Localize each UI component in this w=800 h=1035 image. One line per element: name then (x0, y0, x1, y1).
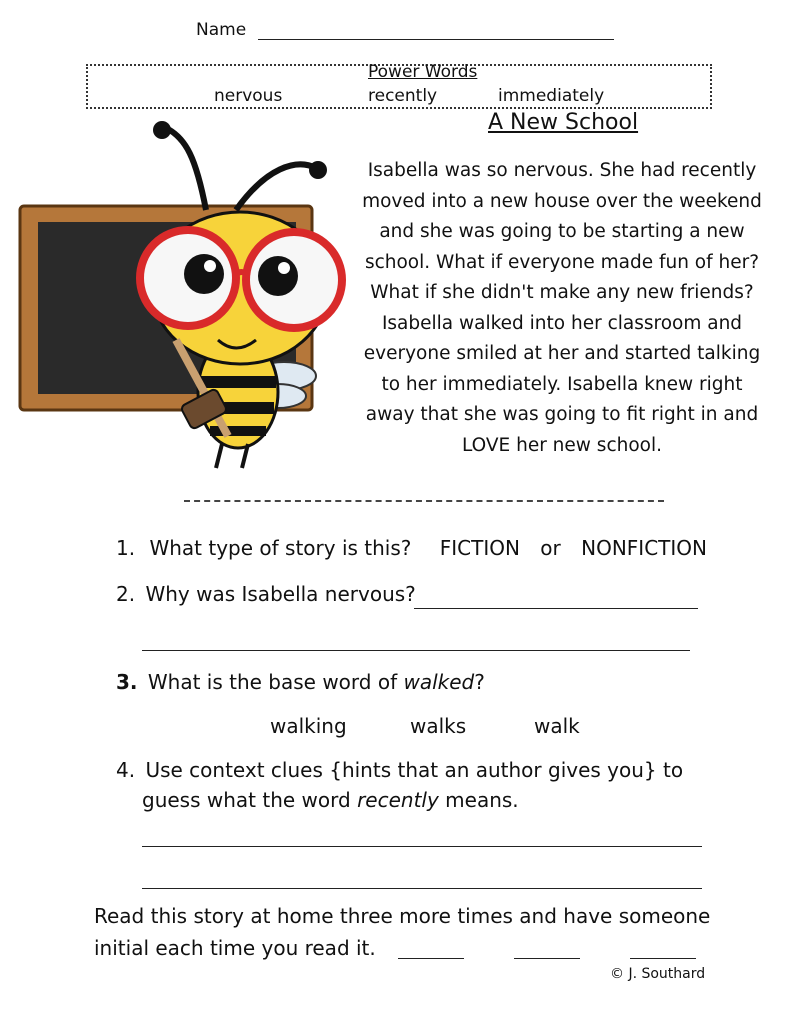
question-4 (116, 758, 683, 782)
question-2-number: 2. (116, 582, 136, 606)
question-3-keyword: walked (403, 670, 475, 694)
story-text: Isabella was so nervous. She had recently moved into a new house over the weekend and she was going to be starting a new school. What if everyone made fun of her? What if she didn't make any new friends? Isabella walked into her classroom and everyone smiled at her and started talking to her immediately. Isabella knew right away that she was going to fit right in and LOVE her new school. (362, 160, 762, 456)
question-2 (116, 582, 416, 606)
option-nonfiction[interactable]: NONFICTION (581, 536, 707, 560)
section-divider (184, 500, 664, 502)
or-text: or (540, 536, 561, 560)
name-blank-line[interactable] (258, 21, 614, 40)
footer-line-2: initial each time you read it. (94, 936, 376, 960)
name-label: Name (196, 20, 247, 40)
name-field (196, 20, 614, 40)
question-1-text: What type of story is this? (149, 536, 412, 560)
question-4-keyword: recently (357, 788, 439, 812)
choice-walking[interactable]: walking (270, 714, 347, 738)
answer-2-line-1[interactable] (414, 586, 698, 609)
power-words-title: Power Words (368, 62, 478, 82)
answer-4-line-2[interactable] (142, 868, 702, 889)
question-4-line-2 (142, 788, 519, 812)
answer-2-line-2[interactable] (142, 630, 690, 651)
story-title: A New School (488, 110, 639, 135)
answer-4-line-1[interactable] (142, 826, 702, 847)
question-4-text: guess what the word (142, 788, 351, 812)
question-3-text: What is the base word of (147, 670, 398, 694)
option-fiction[interactable]: FICTION (439, 536, 520, 560)
choice-walks[interactable]: walks (410, 714, 467, 738)
initial-blank-3[interactable] (630, 942, 696, 959)
power-word-2: recently (368, 86, 438, 106)
copyright: © J. Southard (610, 966, 706, 982)
bee-with-chalkboard-icon (16, 118, 356, 478)
initial-blank-2[interactable] (514, 942, 580, 959)
question-4-end: means. (445, 788, 519, 812)
question-2-text: Why was Isabella nervous? (145, 582, 416, 606)
footer-line-1: Read this story at home three more times and have someone (94, 904, 711, 928)
question-3-number: 3. (116, 670, 138, 694)
question-4-line-1: Use context clues {hints that an author gives you} to (145, 758, 684, 782)
question-3-mark: ? (474, 670, 485, 694)
question-4-number: 4. (116, 758, 136, 782)
choice-walk[interactable]: walk (534, 714, 580, 738)
power-word-1: nervous (214, 86, 283, 106)
initial-blank-1[interactable] (398, 942, 464, 959)
question-3 (116, 670, 485, 694)
question-1-number: 1. (116, 536, 136, 560)
question-1 (116, 536, 707, 560)
power-word-3: immediately (498, 86, 605, 106)
